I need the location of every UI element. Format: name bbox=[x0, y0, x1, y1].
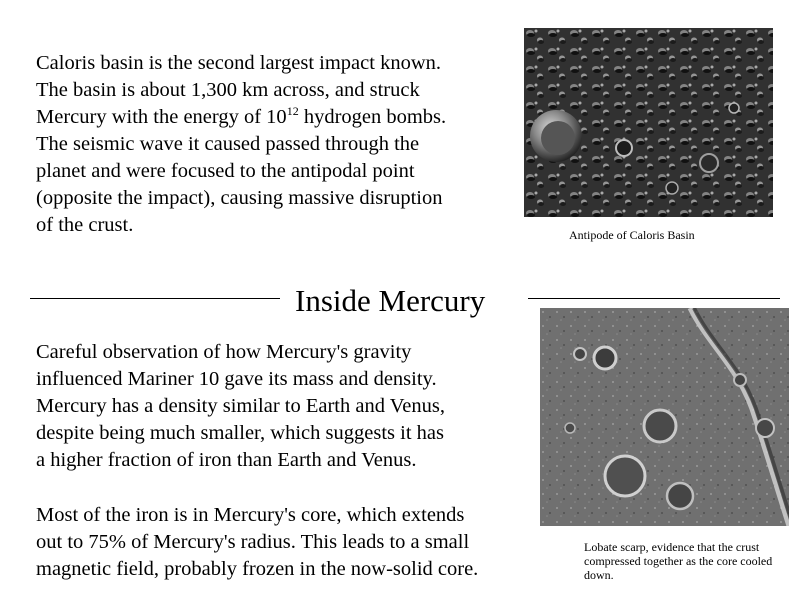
text-line: The basin is about 1,300 km across, and struck bbox=[36, 79, 420, 101]
text-line: The seismic wave it caused passed through the bbox=[36, 133, 420, 155]
antipode-photo bbox=[524, 28, 773, 217]
section-heading: Inside Mercury bbox=[295, 283, 486, 318]
text-line: planet and were focused to the antipodal point bbox=[36, 160, 415, 182]
energy-text: Mercury with the energy of 10 bbox=[36, 106, 287, 128]
energy-exponent: 12 bbox=[286, 104, 299, 119]
energy-text-end: hydrogen bombs. bbox=[298, 106, 447, 128]
text-line: a higher fraction of iron than Earth and Venus. bbox=[36, 449, 417, 471]
lobate-scarp-caption: Lobate scarp, evidence that the crust compressed together as the core cooled down. bbox=[584, 540, 773, 582]
text-line: of the crust. bbox=[36, 214, 134, 236]
text-line bbox=[36, 104, 446, 131]
text-line: Most of the iron is in Mercury's core, which extends bbox=[36, 504, 465, 526]
text-line: out to 75% of Mercury's radius. This leads to a small bbox=[36, 531, 470, 553]
text-line: Careful observation of how Mercury's gravity bbox=[36, 341, 412, 363]
density-paragraph bbox=[36, 339, 445, 474]
antipode-caption: Antipode of Caloris Basin bbox=[569, 228, 695, 242]
lobate-scarp-photo bbox=[540, 308, 789, 526]
crater-terrain-image bbox=[524, 28, 773, 217]
caloris-paragraph bbox=[36, 50, 446, 239]
text-line: despite being much smaller, which suggests it has bbox=[36, 422, 444, 444]
heading-rule-left bbox=[30, 298, 280, 299]
text-line: magnetic field, probably frozen in the now-solid core. bbox=[36, 558, 479, 580]
text-line: (opposite the impact), causing massive disruption bbox=[36, 187, 443, 209]
text-line: influenced Mariner 10 gave its mass and density. bbox=[36, 368, 437, 390]
text-line: Mercury has a density similar to Earth and Venus, bbox=[36, 395, 445, 417]
heading-rule-right bbox=[528, 298, 780, 299]
scarp-terrain-image bbox=[540, 308, 789, 526]
core-paragraph bbox=[36, 502, 478, 583]
text-line: Caloris basin is the second largest impact known. bbox=[36, 52, 441, 74]
